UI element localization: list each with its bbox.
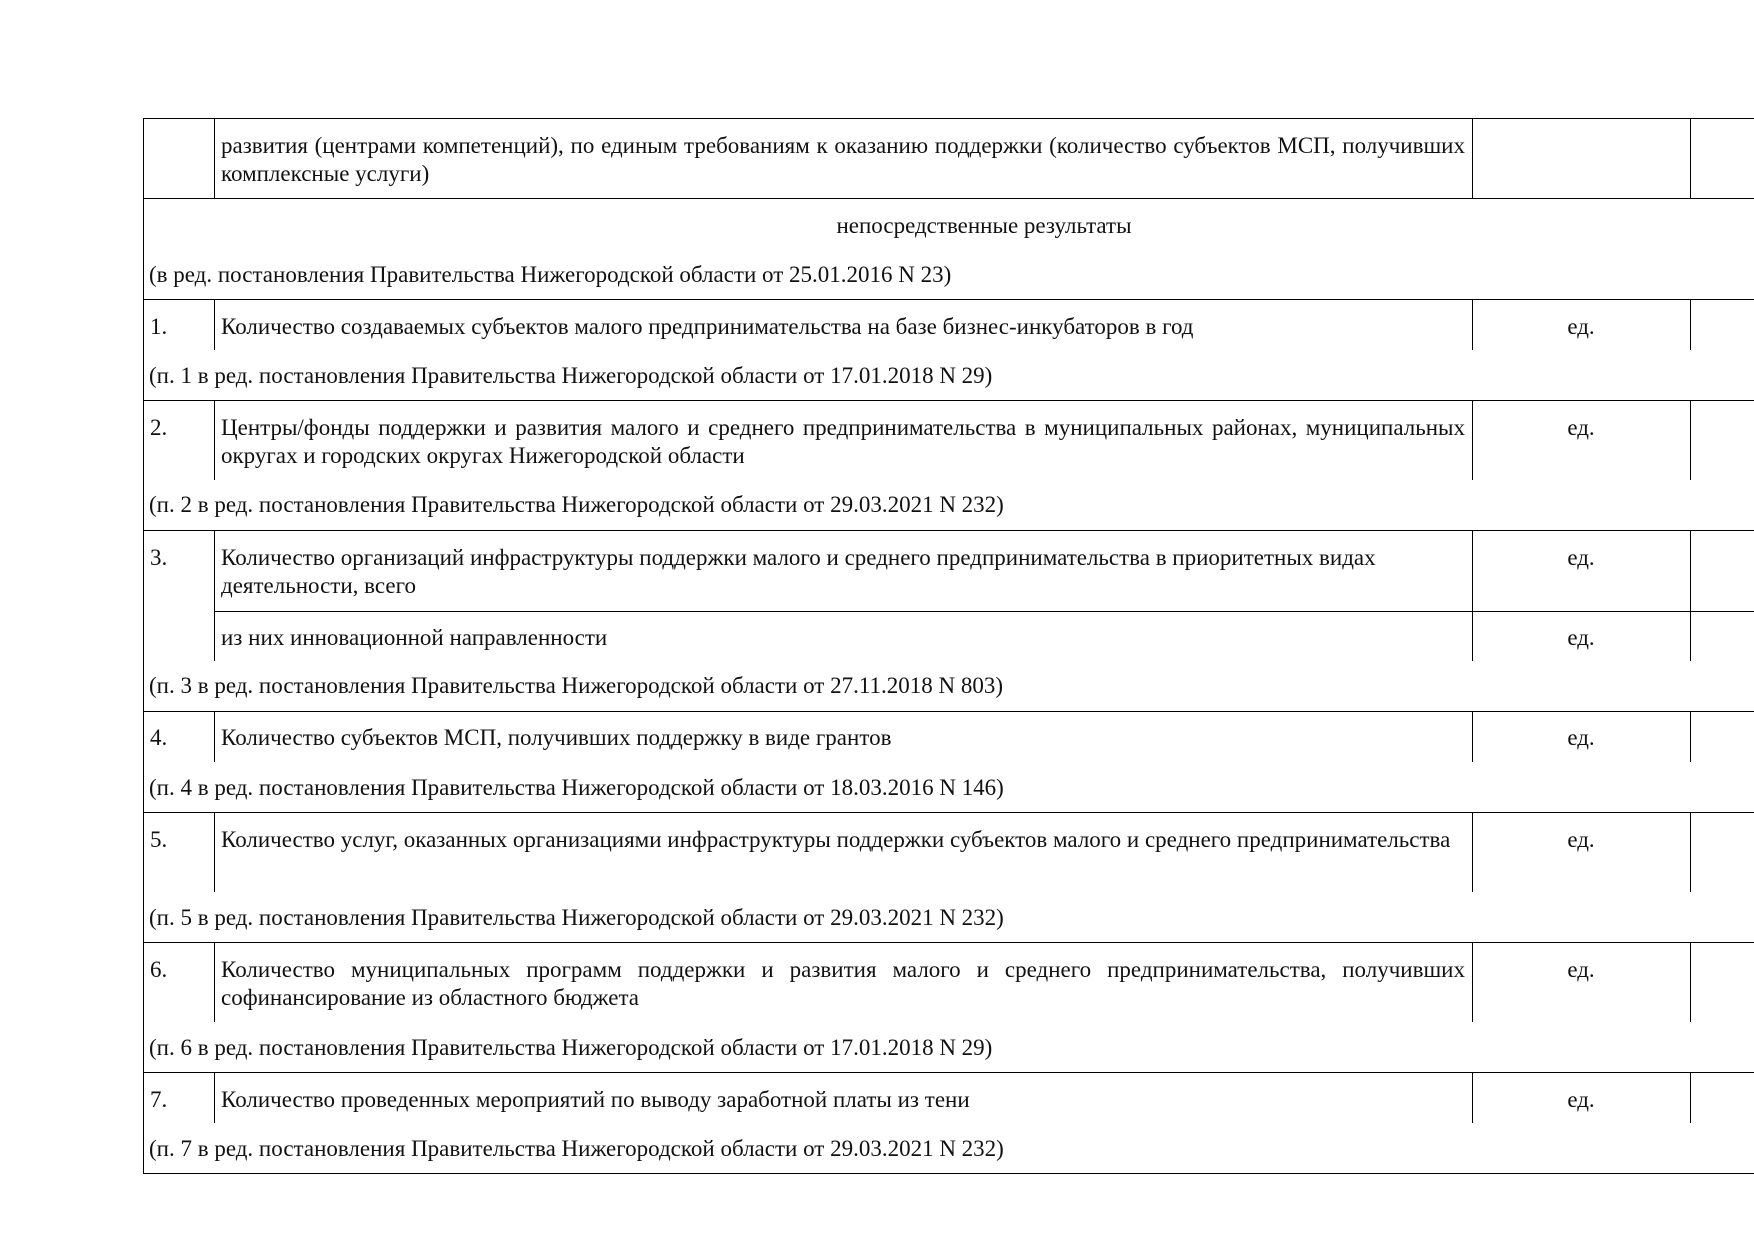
row-number: 1. [150, 314, 168, 339]
col-divider [1690, 711, 1691, 762]
row-number: 4. [150, 725, 168, 750]
col-divider [214, 942, 215, 1022]
row-divider [143, 942, 1754, 943]
row-divider [143, 1072, 1754, 1073]
row-divider [143, 198, 1754, 199]
row-divider [143, 812, 1754, 813]
amendment-note: (п. 2 в ред. постановления Правительства Нижегородской области от 29.03.2021 N 232) [149, 492, 1004, 517]
col-divider [214, 118, 215, 198]
row-divider [143, 711, 1754, 712]
unit-cell: ед. [1567, 1087, 1595, 1112]
row-divider [143, 530, 1754, 531]
section-amendment-note: (в ред. постановления Правительства Нижегородской области от 25.01.2016 N 23) [149, 262, 952, 287]
section-title: непосредственные результаты [836, 213, 1132, 238]
amendment-note: (п. 3 в ред. постановления Правительства Нижегородской области от 27.11.2018 N 803) [149, 673, 1003, 698]
col-divider [214, 299, 215, 350]
indicator-subtext: из них инновационной направленности [221, 625, 608, 650]
col-divider [1690, 1072, 1691, 1123]
row-number: 2. [150, 415, 168, 440]
row-divider [143, 299, 1754, 300]
row-number: 6. [150, 957, 168, 982]
row-number: 7. [150, 1087, 168, 1112]
row-divider [214, 611, 1754, 612]
indicator-text: Количество организаций инфраструктуры поддержки малого и среднего предпринимательства в приоритетных видах деятельности, всего [221, 545, 1376, 598]
amendment-note: (п. 7 в ред. постановления Правительства Нижегородской области от 29.03.2021 N 232) [149, 1136, 1004, 1161]
unit-cell: ед. [1567, 415, 1595, 440]
unit-cell: ед. [1567, 625, 1595, 650]
amendment-note: (п. 1 в ред. постановления Правительства Нижегородской области от 17.01.2018 N 29) [149, 363, 993, 388]
unit-cell: ед. [1567, 827, 1595, 852]
col-divider [1690, 530, 1691, 661]
col-divider [1472, 118, 1473, 198]
amendment-note: (п. 4 в ред. постановления Правительства Нижегородской области от 18.03.2016 N 146) [149, 775, 1004, 800]
unit-cell: ед. [1567, 545, 1595, 570]
continued-indicator-text: развития (центрами компетенций), по единым требованиям к оказанию поддержки (количество субъектов МСП, получивших комплексные услуги) [221, 133, 1465, 186]
row-number: 5. [150, 827, 168, 852]
col-divider [1690, 400, 1691, 480]
indicator-text: Количество муниципальных программ поддержки и развития малого и среднего предпринимательства, получивших софинансирование из областного бюджета [221, 957, 1465, 1010]
row-divider [143, 400, 1754, 401]
col-divider [214, 1072, 215, 1123]
table-left-border [143, 118, 144, 1173]
amendment-note: (п. 5 в ред. постановления Правительства Нижегородской области от 29.03.2021 N 232) [149, 905, 1004, 930]
indicator-text: Центры/фонды поддержки и развития малого и среднего предпринимательства в муниципальных районах, муниципальных округах и городских округах Нижегородской области [221, 415, 1465, 468]
col-divider [1690, 812, 1691, 892]
indicator-text: Количество создаваемых субъектов малого предпринимательства на базе бизнес-инкубаторов в год [221, 314, 1194, 339]
col-divider [1690, 118, 1691, 198]
unit-cell: ед. [1567, 314, 1595, 339]
col-divider [214, 711, 215, 762]
table-bottom-border [143, 1173, 1754, 1174]
col-divider [214, 812, 215, 892]
unit-cell: ед. [1567, 725, 1595, 750]
row-number: 3. [150, 545, 168, 570]
col-divider [1690, 942, 1691, 1022]
amendment-note: (п. 6 в ред. постановления Правительства Нижегородской области от 17.01.2018 N 29) [149, 1035, 993, 1060]
indicator-text: Количество проведенных мероприятий по выводу заработной платы из тени [221, 1087, 970, 1112]
indicator-text: Количество услуг, оказанных организациями инфраструктуры поддержки субъектов малого и среднего предпринимательства [221, 827, 1451, 852]
col-divider [214, 530, 215, 661]
unit-cell: ед. [1567, 957, 1595, 982]
col-divider [214, 400, 215, 480]
col-divider [1690, 299, 1691, 350]
table-top-border [143, 118, 1754, 119]
indicator-text: Количество субъектов МСП, получивших поддержку в виде грантов [221, 725, 892, 750]
